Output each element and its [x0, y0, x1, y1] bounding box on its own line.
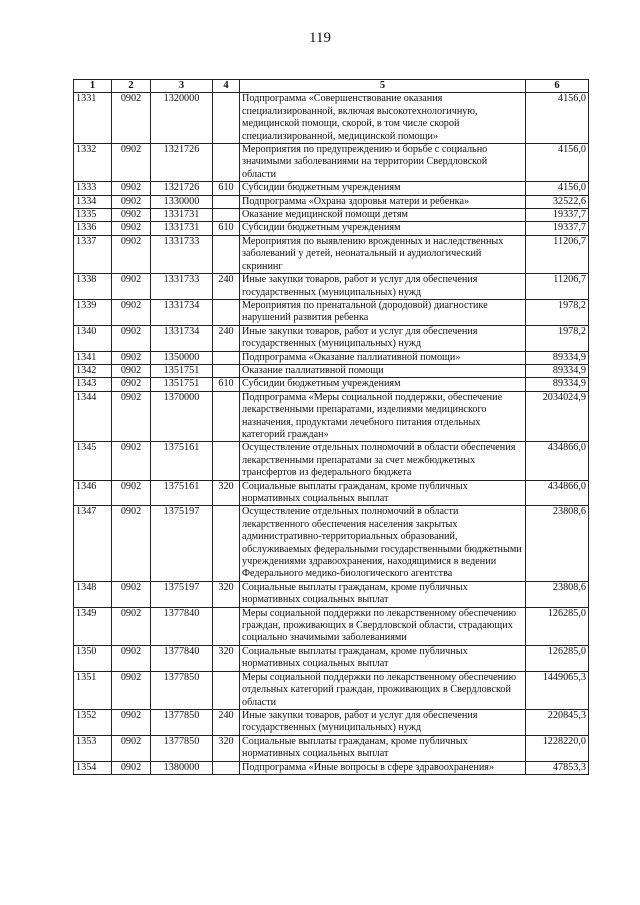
amount-cell: 89334,9: [526, 378, 589, 391]
expense-type-cell: [213, 351, 240, 364]
table-row: [74, 581, 589, 607]
table-row: [74, 378, 589, 391]
row-number-cell: 1335: [74, 209, 112, 222]
expense-type-cell: 610: [213, 182, 240, 195]
amount-cell: 89334,9: [526, 351, 589, 364]
row-number-cell: 1333: [74, 182, 112, 195]
row-number-cell: 1337: [74, 235, 112, 273]
amount-cell: 11206,7: [526, 274, 589, 300]
expense-type-cell: 240: [213, 325, 240, 351]
section-code-cell: 0902: [112, 351, 151, 364]
amount-cell: 11206,7: [526, 235, 589, 273]
target-code-cell: 1370000: [151, 391, 213, 442]
section-code-cell: 0902: [112, 581, 151, 607]
budget-table: [73, 79, 589, 775]
expense-type-cell: [213, 299, 240, 325]
table-row: [74, 222, 589, 235]
table-row: [74, 235, 589, 273]
expense-type-cell: [213, 391, 240, 442]
amount-cell: 1228220,0: [526, 735, 589, 761]
item-name-cell: Субсидии бюджетным учреждениям: [240, 378, 526, 391]
item-name-cell: Осуществление отдельных полномочий в области обеспечения лекарственными препаратами за счет межбюджетных трансфертов из федерального бюджета: [240, 442, 526, 480]
amount-cell: 23808,6: [526, 581, 589, 607]
section-code-cell: 0902: [112, 182, 151, 195]
row-number-cell: 1352: [74, 709, 112, 735]
target-code-cell: 1377840: [151, 607, 213, 645]
section-code-cell: 0902: [112, 607, 151, 645]
expense-type-cell: [213, 364, 240, 377]
amount-cell: 1978,2: [526, 299, 589, 325]
section-code-cell: 0902: [112, 671, 151, 709]
table-row: [74, 480, 589, 506]
header-col-4: 4: [213, 80, 240, 93]
item-name-cell: Субсидии бюджетным учреждениям: [240, 222, 526, 235]
amount-cell: 4156,0: [526, 93, 589, 144]
section-code-cell: 0902: [112, 144, 151, 182]
row-number-cell: 1339: [74, 299, 112, 325]
amount-cell: 220845,3: [526, 709, 589, 735]
target-code-cell: 1321726: [151, 182, 213, 195]
section-code-cell: 0902: [112, 195, 151, 208]
table-row: [74, 645, 589, 671]
amount-cell: 2034024,9: [526, 391, 589, 442]
row-number-cell: 1332: [74, 144, 112, 182]
table-row: [74, 761, 589, 774]
section-code-cell: 0902: [112, 709, 151, 735]
expense-type-cell: 320: [213, 645, 240, 671]
row-number-cell: 1331: [74, 93, 112, 144]
row-number-cell: 1354: [74, 761, 112, 774]
item-name-cell: Социальные выплаты гражданам, кроме публичных нормативных социальных выплат: [240, 645, 526, 671]
amount-cell: 126285,0: [526, 645, 589, 671]
item-name-cell: Подпрограмма «Совершенствование оказания специализированной, включая высокотехнологичную, медицинской помощи, скорой, в том числе скорой специализированной, медицинской помощи»: [240, 93, 526, 144]
target-code-cell: 1377850: [151, 709, 213, 735]
expense-type-cell: [213, 761, 240, 774]
expense-type-cell: [213, 195, 240, 208]
row-number-cell: 1345: [74, 442, 112, 480]
table-row: [74, 442, 589, 480]
target-code-cell: 1351751: [151, 364, 213, 377]
table-row: [74, 274, 589, 300]
section-code-cell: 0902: [112, 364, 151, 377]
header-col-3: 3: [151, 80, 213, 93]
amount-cell: 434866,0: [526, 442, 589, 480]
table-row: [74, 195, 589, 208]
row-number-cell: 1343: [74, 378, 112, 391]
item-name-cell: Оказание паллиативной помощи: [240, 364, 526, 377]
target-code-cell: 1375161: [151, 480, 213, 506]
item-name-cell: Меры социальной поддержки по лекарственному обеспечению отдельных категорий граждан, проживающих в Свердловской области: [240, 671, 526, 709]
table-row: [74, 506, 589, 581]
target-code-cell: 1331734: [151, 299, 213, 325]
section-code-cell: 0902: [112, 735, 151, 761]
row-number-cell: 1346: [74, 480, 112, 506]
row-number-cell: 1340: [74, 325, 112, 351]
expense-type-cell: [213, 506, 240, 581]
row-number-cell: 1341: [74, 351, 112, 364]
target-code-cell: 1380000: [151, 761, 213, 774]
amount-cell: 4156,0: [526, 182, 589, 195]
section-code-cell: 0902: [112, 274, 151, 300]
target-code-cell: 1377850: [151, 735, 213, 761]
target-code-cell: 1331734: [151, 325, 213, 351]
item-name-cell: Иные закупки товаров, работ и услуг для обеспечения государственных (муниципальных) нужд: [240, 274, 526, 300]
expense-type-cell: 240: [213, 709, 240, 735]
target-code-cell: 1375197: [151, 581, 213, 607]
table-header: [74, 80, 589, 93]
target-code-cell: 1320000: [151, 93, 213, 144]
item-name-cell: Мероприятия по пренатальной (дородовой) диагностике нарушений развития ребенка: [240, 299, 526, 325]
expense-type-cell: [213, 144, 240, 182]
table-row: [74, 182, 589, 195]
target-code-cell: 1331731: [151, 222, 213, 235]
table-row: [74, 144, 589, 182]
page-number: 119: [309, 30, 331, 46]
row-number-cell: 1344: [74, 391, 112, 442]
row-number-cell: 1336: [74, 222, 112, 235]
item-name-cell: Субсидии бюджетным учреждениям: [240, 182, 526, 195]
section-code-cell: 0902: [112, 378, 151, 391]
item-name-cell: Мероприятия по предупреждению и борьбе с социально значимыми заболеваниями на территории Свердловской области: [240, 144, 526, 182]
row-number-cell: 1348: [74, 581, 112, 607]
section-code-cell: 0902: [112, 235, 151, 273]
item-name-cell: Подпрограмма «Иные вопросы в сфере здравоохранения»: [240, 761, 526, 774]
table-row: [74, 607, 589, 645]
expense-type-cell: 610: [213, 378, 240, 391]
expense-type-cell: [213, 607, 240, 645]
target-code-cell: 1331733: [151, 274, 213, 300]
target-code-cell: 1321726: [151, 144, 213, 182]
target-code-cell: 1375161: [151, 442, 213, 480]
section-code-cell: 0902: [112, 761, 151, 774]
header-col-6: 6: [526, 80, 589, 93]
amount-cell: 19337,7: [526, 222, 589, 235]
expense-type-cell: 320: [213, 480, 240, 506]
item-name-cell: Мероприятия по выявлению врожденных и наследственных заболеваний у детей, неонатальный и аудиологический скрининг: [240, 235, 526, 273]
section-code-cell: 0902: [112, 222, 151, 235]
table-body: [74, 93, 589, 775]
section-code-cell: 0902: [112, 209, 151, 222]
target-code-cell: 1351751: [151, 378, 213, 391]
row-number-cell: 1351: [74, 671, 112, 709]
amount-cell: 126285,0: [526, 607, 589, 645]
section-code-cell: 0902: [112, 442, 151, 480]
row-number-cell: 1334: [74, 195, 112, 208]
item-name-cell: Иные закупки товаров, работ и услуг для обеспечения государственных (муниципальных) нужд: [240, 709, 526, 735]
row-number-cell: 1353: [74, 735, 112, 761]
item-name-cell: Подпрограмма «Меры социальной поддержки, обеспечение лекарственными препаратами, изделиями медицинского назначения, продуктами лечебного питания отдельных категорий граждан»: [240, 391, 526, 442]
table-row: [74, 671, 589, 709]
table-row: [74, 709, 589, 735]
expense-type-cell: [213, 235, 240, 273]
amount-cell: 47853,3: [526, 761, 589, 774]
expense-type-cell: 320: [213, 581, 240, 607]
expense-type-cell: 320: [213, 735, 240, 761]
amount-cell: 23808,6: [526, 506, 589, 581]
amount-cell: 19337,7: [526, 209, 589, 222]
target-code-cell: 1330000: [151, 195, 213, 208]
item-name-cell: Социальные выплаты гражданам, кроме публичных нормативных социальных выплат: [240, 735, 526, 761]
item-name-cell: Социальные выплаты гражданам, кроме публичных нормативных социальных выплат: [240, 581, 526, 607]
amount-cell: 4156,0: [526, 144, 589, 182]
amount-cell: 32522,6: [526, 195, 589, 208]
table-row: [74, 209, 589, 222]
target-code-cell: 1377850: [151, 671, 213, 709]
table-row: [74, 391, 589, 442]
amount-cell: 1978,2: [526, 325, 589, 351]
header-col-2: 2: [112, 80, 151, 93]
header-row: [74, 80, 589, 93]
section-code-cell: 0902: [112, 506, 151, 581]
item-name-cell: Осуществление отдельных полномочий в области лекарственного обеспечения населения закрытых административно-территориальных образований, обслуживаемых федеральными государственными бюджетными учреждениями здравоохранения, находящимися в ведении Федерального медико-биологического агентства: [240, 506, 526, 581]
row-number-cell: 1342: [74, 364, 112, 377]
table-row: [74, 351, 589, 364]
expense-type-cell: [213, 93, 240, 144]
table-row: [74, 299, 589, 325]
row-number-cell: 1349: [74, 607, 112, 645]
table-row: [74, 735, 589, 761]
table-row: [74, 325, 589, 351]
section-code-cell: 0902: [112, 325, 151, 351]
section-code-cell: 0902: [112, 645, 151, 671]
expense-type-cell: 610: [213, 222, 240, 235]
target-code-cell: 1331733: [151, 235, 213, 273]
section-code-cell: 0902: [112, 391, 151, 442]
item-name-cell: Подпрограмма «Охрана здоровья матери и ребенка»: [240, 195, 526, 208]
target-code-cell: 1350000: [151, 351, 213, 364]
table-row: [74, 364, 589, 377]
item-name-cell: Оказание медицинской помощи детям: [240, 209, 526, 222]
amount-cell: 434866,0: [526, 480, 589, 506]
row-number-cell: 1350: [74, 645, 112, 671]
header-col-1: 1: [74, 80, 112, 93]
item-name-cell: Меры социальной поддержки по лекарственному обеспечению граждан, проживающих в Свердловской области, страдающих социально значимыми заболеваниями: [240, 607, 526, 645]
expense-type-cell: [213, 442, 240, 480]
header-col-5: 5: [240, 80, 526, 93]
expense-type-cell: 240: [213, 274, 240, 300]
item-name-cell: Подпрограмма «Оказание паллиативной помощи»: [240, 351, 526, 364]
item-name-cell: Иные закупки товаров, работ и услуг для обеспечения государственных (муниципальных) нужд: [240, 325, 526, 351]
item-name-cell: Социальные выплаты гражданам, кроме публичных нормативных социальных выплат: [240, 480, 526, 506]
section-code-cell: 0902: [112, 480, 151, 506]
amount-cell: 89334,9: [526, 364, 589, 377]
amount-cell: 1449065,3: [526, 671, 589, 709]
target-code-cell: 1375197: [151, 506, 213, 581]
table-row: [74, 93, 589, 144]
target-code-cell: 1377840: [151, 645, 213, 671]
section-code-cell: 0902: [112, 299, 151, 325]
expense-type-cell: [213, 671, 240, 709]
section-code-cell: 0902: [112, 93, 151, 144]
target-code-cell: 1331731: [151, 209, 213, 222]
row-number-cell: 1338: [74, 274, 112, 300]
expense-type-cell: [213, 209, 240, 222]
row-number-cell: 1347: [74, 506, 112, 581]
